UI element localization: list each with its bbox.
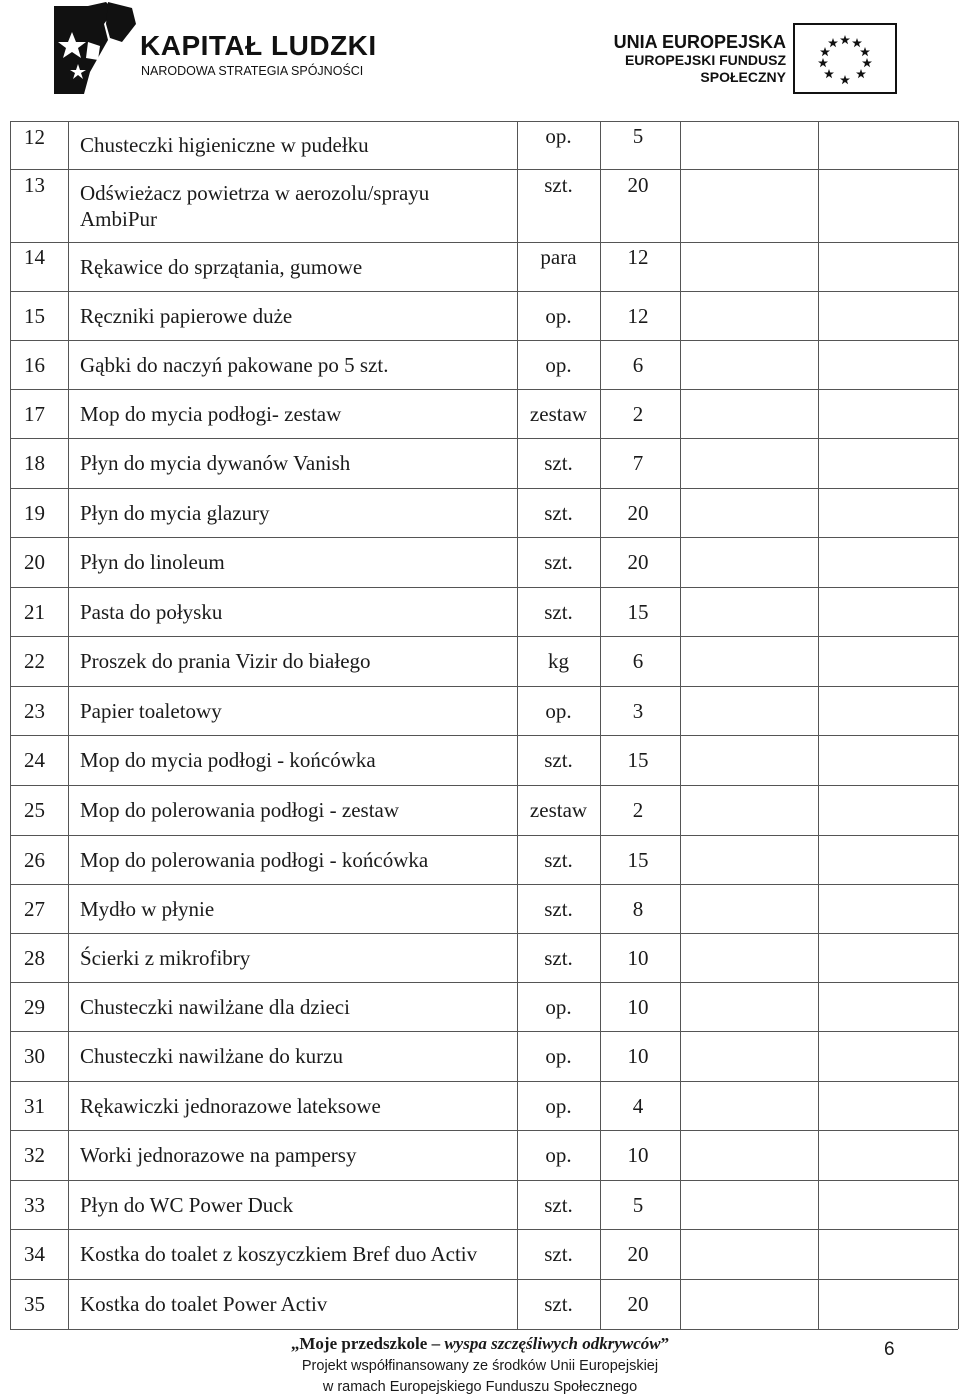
item-quantity: 2 <box>632 798 644 822</box>
table-vline <box>818 121 819 1329</box>
table-hline <box>10 1279 958 1280</box>
eu-line-2: EUROPEJSKI FUNDUSZ <box>624 52 786 68</box>
item-unit: szt. <box>544 896 573 921</box>
table-hline <box>10 735 958 736</box>
item-quantity: 15 <box>627 847 649 872</box>
item-unit: op. <box>545 698 572 723</box>
page-number: 6 <box>884 1339 895 1360</box>
row-number: 18 <box>24 451 45 475</box>
row-number: 32 <box>24 1143 45 1167</box>
item-name: Pasta do połysku <box>80 599 223 624</box>
item-unit: szt. <box>544 847 573 872</box>
item-name: Mop do mycia podłogi - końcówka <box>80 748 376 772</box>
item-unit: op. <box>545 994 572 1019</box>
item-unit: para <box>540 245 577 269</box>
item-name: Rękawiczki jednorazowe lateksowe <box>80 1093 381 1118</box>
row-number: 17 <box>24 401 45 426</box>
item-quantity: 15 <box>627 599 649 624</box>
item-name: Chusteczki higieniczne w pudełku <box>80 133 369 157</box>
item-name: Mop do mycia podłogi- zestaw <box>80 401 342 426</box>
row-number: 29 <box>24 994 45 1019</box>
item-quantity: 20 <box>627 1242 649 1266</box>
item-quantity: 5 <box>632 124 644 148</box>
item-name: Odświeżacz powietrza w aerozolu/sprayu AmbiPur <box>80 181 430 231</box>
item-quantity: 6 <box>632 649 644 673</box>
table-hline <box>10 636 958 637</box>
item-quantity: 20 <box>627 500 649 525</box>
item-quantity: 7 <box>632 451 644 475</box>
table-vline <box>10 121 11 1329</box>
item-name: Płyn do mycia dywanów Vanish <box>80 451 351 475</box>
item-unit: szt. <box>544 945 573 970</box>
row-number: 31 <box>24 1093 45 1118</box>
item-name: Proszek do prania Vizir do białego <box>80 649 371 673</box>
item-unit: kg <box>548 649 569 673</box>
row-number: 27 <box>24 896 45 921</box>
row-number: 13 <box>24 173 45 197</box>
item-quantity: 8 <box>632 896 644 921</box>
table-hline <box>10 121 958 122</box>
item-name: Ręczniki papierowe duże <box>80 303 293 328</box>
item-unit: op. <box>545 1044 572 1068</box>
item-unit: op. <box>545 303 572 328</box>
row-number: 30 <box>24 1044 45 1068</box>
item-unit: szt. <box>544 173 573 197</box>
table-hline <box>10 785 958 786</box>
row-number: 21 <box>24 599 45 624</box>
item-quantity: 4 <box>632 1093 644 1118</box>
table-hline <box>10 340 958 341</box>
row-number: 15 <box>24 303 45 328</box>
item-name: Mop do polerowania podłogi - zestaw <box>80 798 400 822</box>
row-number: 23 <box>24 698 45 723</box>
table-hline <box>10 1180 958 1181</box>
table-hline <box>10 537 958 538</box>
item-unit: szt. <box>544 451 573 475</box>
table-hline <box>10 835 958 836</box>
row-number: 26 <box>24 847 45 872</box>
row-number: 34 <box>24 1242 45 1266</box>
table-vline <box>68 121 69 1329</box>
item-quantity: 20 <box>627 1292 649 1316</box>
item-quantity: 3 <box>632 698 644 723</box>
item-name: Kostka do toalet z koszyczkiem Bref duo Activ <box>80 1242 478 1266</box>
funding-line-2: w ramach Europejskiego Funduszu Społecznego <box>322 1379 638 1395</box>
item-name: Papier toaletowy <box>80 698 222 723</box>
table-hline <box>10 686 958 687</box>
table-hline <box>10 933 958 934</box>
table-hline <box>10 488 958 489</box>
item-unit: op. <box>545 124 572 148</box>
item-name: Gąbki do naczyń pakowane po 5 szt. <box>80 352 389 377</box>
item-quantity: 6 <box>632 352 644 377</box>
row-number: 16 <box>24 352 45 377</box>
project-title-close: ” <box>660 1334 670 1353</box>
eu-line-1: UNIA EUROPEJSKA <box>613 32 786 52</box>
row-number: 33 <box>24 1192 45 1217</box>
table-hline <box>10 438 958 439</box>
table-hline <box>10 1081 958 1082</box>
table-hline <box>10 1229 958 1230</box>
item-unit: op. <box>545 352 572 377</box>
item-quantity: 10 <box>627 994 649 1019</box>
project-title <box>0 1334 960 1354</box>
item-quantity: 10 <box>627 945 649 970</box>
table-hline <box>10 982 958 983</box>
item-unit: szt. <box>544 1192 573 1217</box>
item-unit: szt. <box>544 550 573 574</box>
item-unit: op. <box>545 1143 572 1167</box>
row-number: 20 <box>24 550 45 574</box>
table-vline <box>958 121 959 1329</box>
item-name: Płyn do linoleum <box>80 550 225 574</box>
table-hline <box>10 291 958 292</box>
table-hline <box>10 1130 958 1131</box>
item-quantity: 12 <box>627 303 649 328</box>
item-unit: op. <box>545 1093 572 1118</box>
item-unit: zestaw <box>529 798 588 822</box>
item-name: Mop do polerowania podłogi - końcówka <box>80 847 429 872</box>
item-quantity: 12 <box>627 245 649 269</box>
item-unit: szt. <box>544 1242 573 1266</box>
row-number: 24 <box>24 748 45 772</box>
page-footer <box>0 1330 960 1399</box>
table-hline <box>10 242 958 243</box>
row-number: 35 <box>24 1292 45 1316</box>
row-number: 19 <box>24 500 45 525</box>
item-unit: szt. <box>544 748 573 772</box>
project-title-italic: wyspa szczęśliwych odkrywców <box>444 1334 661 1353</box>
item-name: Mydło w płynie <box>80 896 215 921</box>
item-unit: szt. <box>544 1292 573 1316</box>
item-quantity: 20 <box>627 173 649 197</box>
table-hline <box>10 169 958 170</box>
item-name: Ścierki z mikrofibry <box>80 945 251 970</box>
logo-subtitle: NARODOWA STRATEGIA SPÓJNOŚCI <box>141 64 364 78</box>
table-hline <box>10 884 958 885</box>
row-number: 28 <box>24 945 45 970</box>
row-number: 22 <box>24 649 45 673</box>
item-name: Rękawice do sprzątania, gumowe <box>80 255 363 279</box>
table-hline <box>10 587 958 588</box>
row-number: 12 <box>24 125 45 149</box>
item-name: Kostka do toalet Power Activ <box>80 1292 328 1316</box>
item-quantity: 15 <box>627 748 649 772</box>
row-number: 14 <box>24 245 45 269</box>
item-quantity: 10 <box>627 1044 649 1068</box>
item-quantity: 2 <box>632 401 644 426</box>
table-hline <box>10 389 958 390</box>
item-quantity: 20 <box>627 550 649 574</box>
logo-title: KAPITAŁ LUDZKI <box>140 30 377 61</box>
item-quantity: 10 <box>627 1143 649 1167</box>
eu-line-3: SPOŁECZNY <box>700 69 786 85</box>
funding-line-1: Projekt współfinansowany ze środków Unii Europejskiej <box>301 1358 659 1374</box>
item-name: Worki jednorazowe na pampersy <box>80 1143 357 1167</box>
item-quantity: 5 <box>632 1192 644 1217</box>
project-title-open: „Moje przedszkole – <box>290 1334 445 1353</box>
item-name: Chusteczki nawilżane do kurzu <box>80 1044 343 1068</box>
table-hline <box>10 1031 958 1032</box>
item-unit: szt. <box>544 599 573 624</box>
item-unit: zestaw <box>529 401 588 426</box>
item-unit: szt. <box>544 500 573 525</box>
item-name: Chusteczki nawilżane dla dzieci <box>80 994 350 1019</box>
item-name: Płyn do WC Power Duck <box>80 1192 294 1217</box>
table-vline <box>680 121 681 1329</box>
item-name: Płyn do mycia glazury <box>80 500 270 525</box>
row-number: 25 <box>24 798 45 822</box>
